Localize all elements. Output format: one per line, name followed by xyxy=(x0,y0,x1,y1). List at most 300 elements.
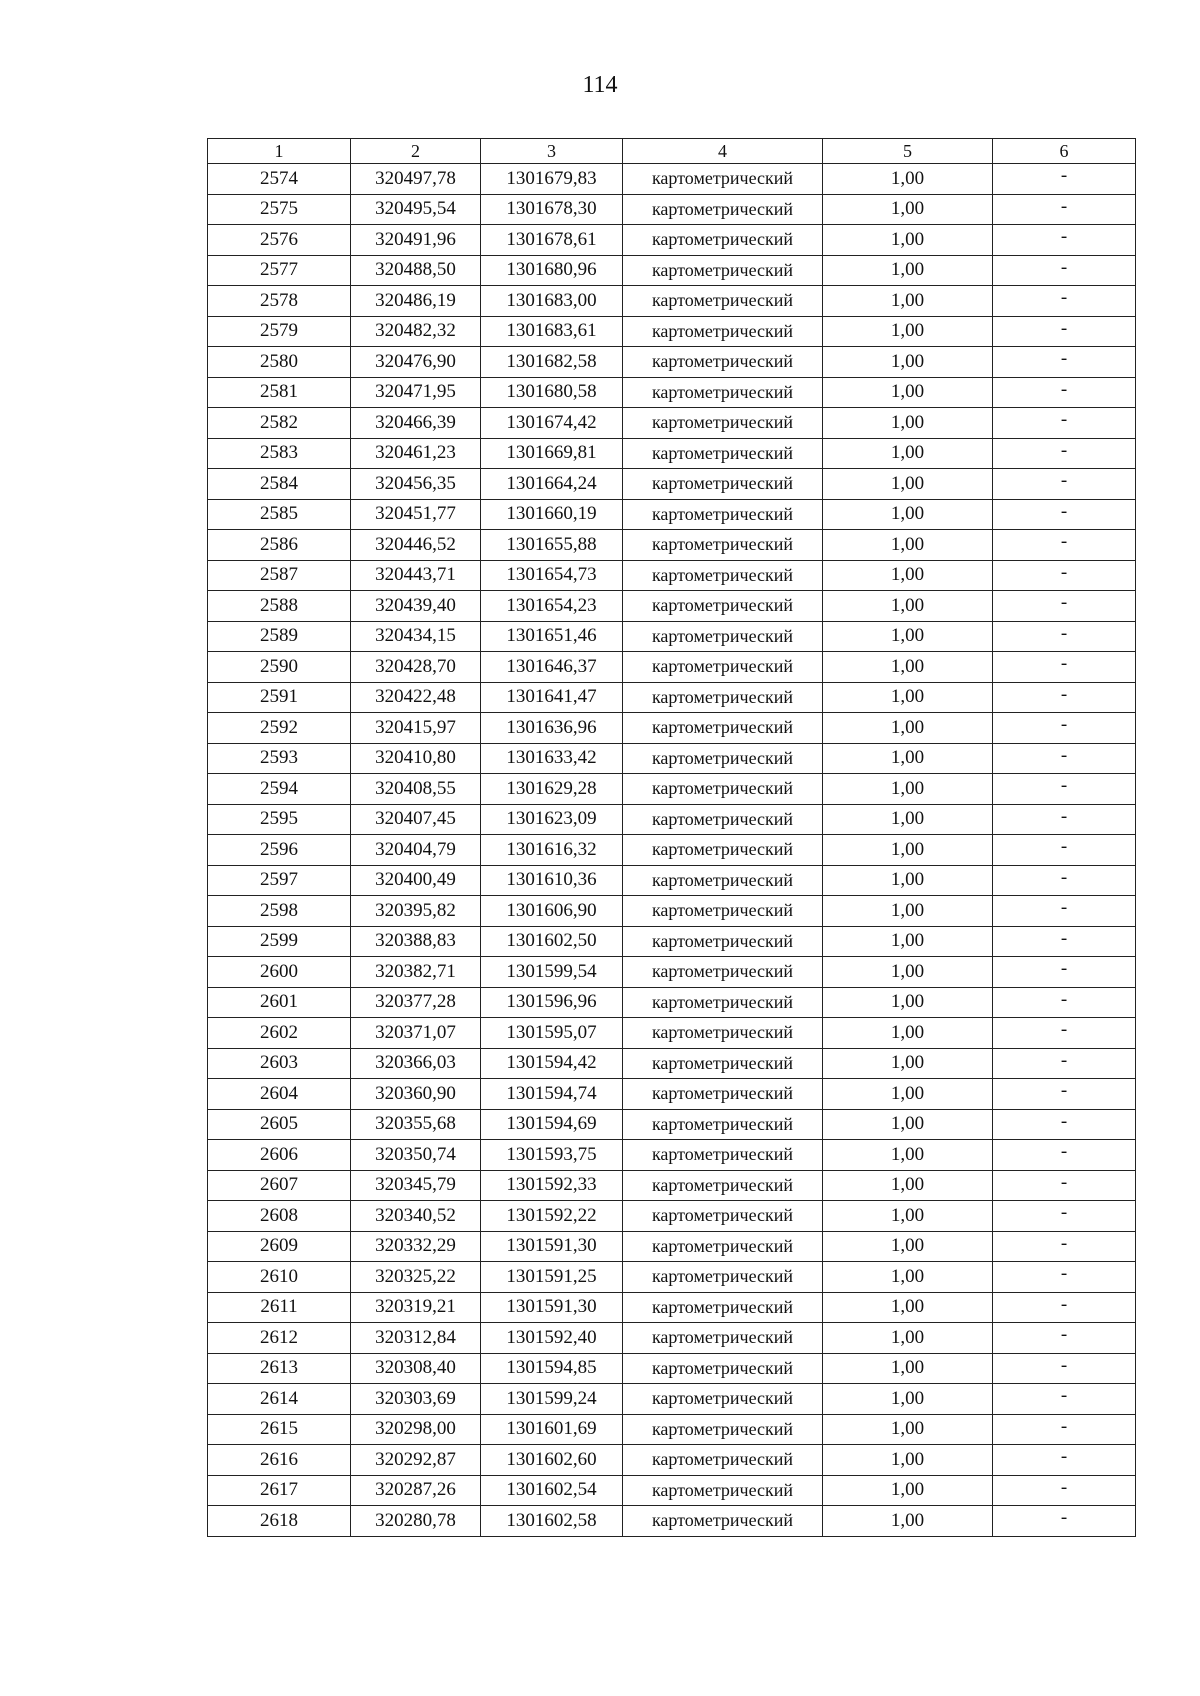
table-row xyxy=(208,1079,1136,1110)
table-row xyxy=(208,255,1136,286)
x-coordinate-cell: 320491,96 xyxy=(351,225,481,256)
error-cell: - xyxy=(993,255,1136,286)
page-number: 114 xyxy=(582,72,618,98)
x-coordinate-cell: 320446,52 xyxy=(351,530,481,561)
error-cell: - xyxy=(993,316,1136,347)
error-cell: - xyxy=(993,682,1136,713)
x-coordinate-cell: 320350,74 xyxy=(351,1140,481,1171)
y-coordinate-cell: 1301599,54 xyxy=(481,957,623,988)
y-coordinate-cell: 1301599,24 xyxy=(481,1384,623,1415)
table-row xyxy=(208,926,1136,957)
error-cell: - xyxy=(993,1414,1136,1445)
method-cell: картометрический xyxy=(623,438,823,469)
table-row xyxy=(208,225,1136,256)
y-coordinate-cell: 1301655,88 xyxy=(481,530,623,561)
precision-cell: 1,00 xyxy=(823,1353,993,1384)
y-coordinate-cell: 1301592,22 xyxy=(481,1201,623,1232)
x-coordinate-cell: 320439,40 xyxy=(351,591,481,622)
point-number-cell: 2603 xyxy=(208,1048,351,1079)
y-coordinate-cell: 1301680,96 xyxy=(481,255,623,286)
header-row xyxy=(208,139,1136,164)
precision-cell: 1,00 xyxy=(823,804,993,835)
point-number-cell: 2599 xyxy=(208,926,351,957)
point-number-cell: 2581 xyxy=(208,377,351,408)
method-cell: картометрический xyxy=(623,1353,823,1384)
error-cell: - xyxy=(993,1506,1136,1537)
point-number-cell: 2610 xyxy=(208,1262,351,1293)
method-cell: картометрический xyxy=(623,1170,823,1201)
point-number-cell: 2576 xyxy=(208,225,351,256)
x-coordinate-cell: 320422,48 xyxy=(351,682,481,713)
precision-cell: 1,00 xyxy=(823,347,993,378)
method-cell: картометрический xyxy=(623,926,823,957)
y-coordinate-cell: 1301602,50 xyxy=(481,926,623,957)
point-number-cell: 2601 xyxy=(208,987,351,1018)
error-cell: - xyxy=(993,347,1136,378)
column-header-2: 2 xyxy=(351,139,481,164)
error-cell: - xyxy=(993,1475,1136,1506)
y-coordinate-cell: 1301678,61 xyxy=(481,225,623,256)
error-cell: - xyxy=(993,1140,1136,1171)
precision-cell: 1,00 xyxy=(823,1262,993,1293)
error-cell: - xyxy=(993,1231,1136,1262)
precision-cell: 1,00 xyxy=(823,194,993,225)
table-row xyxy=(208,713,1136,744)
y-coordinate-cell: 1301654,73 xyxy=(481,560,623,591)
precision-cell: 1,00 xyxy=(823,591,993,622)
table-row xyxy=(208,1323,1136,1354)
precision-cell: 1,00 xyxy=(823,316,993,347)
method-cell: картометрический xyxy=(623,987,823,1018)
error-cell: - xyxy=(993,225,1136,256)
table-row xyxy=(208,865,1136,896)
y-coordinate-cell: 1301601,69 xyxy=(481,1414,623,1445)
precision-cell: 1,00 xyxy=(823,377,993,408)
x-coordinate-cell: 320325,22 xyxy=(351,1262,481,1293)
table-row xyxy=(208,774,1136,805)
method-cell: картометрический xyxy=(623,530,823,561)
y-coordinate-cell: 1301669,81 xyxy=(481,438,623,469)
error-cell: - xyxy=(993,1323,1136,1354)
x-coordinate-cell: 320428,70 xyxy=(351,652,481,683)
x-coordinate-cell: 320298,00 xyxy=(351,1414,481,1445)
x-coordinate-cell: 320292,87 xyxy=(351,1445,481,1476)
method-cell: картометрический xyxy=(623,255,823,286)
point-number-cell: 2577 xyxy=(208,255,351,286)
x-coordinate-cell: 320495,54 xyxy=(351,194,481,225)
x-coordinate-cell: 320476,90 xyxy=(351,347,481,378)
point-number-cell: 2618 xyxy=(208,1506,351,1537)
table-row xyxy=(208,1384,1136,1415)
method-cell: картометрический xyxy=(623,1048,823,1079)
precision-cell: 1,00 xyxy=(823,1170,993,1201)
table-row xyxy=(208,1201,1136,1232)
table-row xyxy=(208,957,1136,988)
precision-cell: 1,00 xyxy=(823,987,993,1018)
x-coordinate-cell: 320280,78 xyxy=(351,1506,481,1537)
table-row xyxy=(208,164,1136,195)
precision-cell: 1,00 xyxy=(823,1140,993,1171)
y-coordinate-cell: 1301674,42 xyxy=(481,408,623,439)
method-cell: картометрический xyxy=(623,804,823,835)
x-coordinate-cell: 320461,23 xyxy=(351,438,481,469)
point-number-cell: 2580 xyxy=(208,347,351,378)
point-number-cell: 2574 xyxy=(208,164,351,195)
x-coordinate-cell: 320377,28 xyxy=(351,987,481,1018)
table-row xyxy=(208,682,1136,713)
precision-cell: 1,00 xyxy=(823,1201,993,1232)
table-row xyxy=(208,1109,1136,1140)
y-coordinate-cell: 1301629,28 xyxy=(481,774,623,805)
error-cell: - xyxy=(993,591,1136,622)
point-number-cell: 2585 xyxy=(208,499,351,530)
error-cell: - xyxy=(993,499,1136,530)
point-number-cell: 2575 xyxy=(208,194,351,225)
point-number-cell: 2615 xyxy=(208,1414,351,1445)
point-number-cell: 2617 xyxy=(208,1475,351,1506)
error-cell: - xyxy=(993,987,1136,1018)
method-cell: картометрический xyxy=(623,1201,823,1232)
method-cell: картометрический xyxy=(623,1140,823,1171)
precision-cell: 1,00 xyxy=(823,1079,993,1110)
error-cell: - xyxy=(993,621,1136,652)
y-coordinate-cell: 1301678,30 xyxy=(481,194,623,225)
point-number-cell: 2592 xyxy=(208,713,351,744)
precision-cell: 1,00 xyxy=(823,164,993,195)
y-coordinate-cell: 1301651,46 xyxy=(481,621,623,652)
y-coordinate-cell: 1301660,19 xyxy=(481,499,623,530)
y-coordinate-cell: 1301595,07 xyxy=(481,1018,623,1049)
precision-cell: 1,00 xyxy=(823,1323,993,1354)
method-cell: картометрический xyxy=(623,377,823,408)
y-coordinate-cell: 1301592,33 xyxy=(481,1170,623,1201)
y-coordinate-cell: 1301616,32 xyxy=(481,835,623,866)
precision-cell: 1,00 xyxy=(823,1414,993,1445)
table-row xyxy=(208,1018,1136,1049)
precision-cell: 1,00 xyxy=(823,743,993,774)
table-row xyxy=(208,1445,1136,1476)
method-cell: картометрический xyxy=(623,408,823,439)
precision-cell: 1,00 xyxy=(823,1384,993,1415)
y-coordinate-cell: 1301664,24 xyxy=(481,469,623,500)
table-row xyxy=(208,438,1136,469)
x-coordinate-cell: 320482,32 xyxy=(351,316,481,347)
table-row xyxy=(208,835,1136,866)
error-cell: - xyxy=(993,1018,1136,1049)
x-coordinate-cell: 320471,95 xyxy=(351,377,481,408)
table-row xyxy=(208,621,1136,652)
x-coordinate-cell: 320410,80 xyxy=(351,743,481,774)
point-number-cell: 2612 xyxy=(208,1323,351,1354)
y-coordinate-cell: 1301641,47 xyxy=(481,682,623,713)
method-cell: картометрический xyxy=(623,1475,823,1506)
column-header-4: 4 xyxy=(623,139,823,164)
point-number-cell: 2582 xyxy=(208,408,351,439)
point-number-cell: 2611 xyxy=(208,1292,351,1323)
point-number-cell: 2588 xyxy=(208,591,351,622)
x-coordinate-cell: 320388,83 xyxy=(351,926,481,957)
x-coordinate-cell: 320456,35 xyxy=(351,469,481,500)
x-coordinate-cell: 320407,45 xyxy=(351,804,481,835)
table-row xyxy=(208,194,1136,225)
y-coordinate-cell: 1301594,74 xyxy=(481,1079,623,1110)
y-coordinate-cell: 1301610,36 xyxy=(481,865,623,896)
x-coordinate-cell: 320287,26 xyxy=(351,1475,481,1506)
x-coordinate-cell: 320451,77 xyxy=(351,499,481,530)
y-coordinate-cell: 1301591,30 xyxy=(481,1292,623,1323)
error-cell: - xyxy=(993,469,1136,500)
method-cell: картометрический xyxy=(623,1414,823,1445)
method-cell: картометрический xyxy=(623,469,823,500)
error-cell: - xyxy=(993,438,1136,469)
y-coordinate-cell: 1301592,40 xyxy=(481,1323,623,1354)
y-coordinate-cell: 1301633,42 xyxy=(481,743,623,774)
y-coordinate-cell: 1301594,42 xyxy=(481,1048,623,1079)
method-cell: картометрический xyxy=(623,1506,823,1537)
x-coordinate-cell: 320345,79 xyxy=(351,1170,481,1201)
table-row xyxy=(208,1506,1136,1537)
table-row xyxy=(208,560,1136,591)
y-coordinate-cell: 1301591,30 xyxy=(481,1231,623,1262)
precision-cell: 1,00 xyxy=(823,682,993,713)
point-number-cell: 2600 xyxy=(208,957,351,988)
x-coordinate-cell: 320312,84 xyxy=(351,1323,481,1354)
x-coordinate-cell: 320382,71 xyxy=(351,957,481,988)
error-cell: - xyxy=(993,1109,1136,1140)
column-header-5: 5 xyxy=(823,139,993,164)
table-row xyxy=(208,1292,1136,1323)
x-coordinate-cell: 320488,50 xyxy=(351,255,481,286)
x-coordinate-cell: 320434,15 xyxy=(351,621,481,652)
point-number-cell: 2607 xyxy=(208,1170,351,1201)
method-cell: картометрический xyxy=(623,1445,823,1476)
method-cell: картометрический xyxy=(623,499,823,530)
error-cell: - xyxy=(993,1445,1136,1476)
error-cell: - xyxy=(993,560,1136,591)
point-number-cell: 2578 xyxy=(208,286,351,317)
table-row xyxy=(208,1231,1136,1262)
table-row xyxy=(208,286,1136,317)
y-coordinate-cell: 1301591,25 xyxy=(481,1262,623,1293)
precision-cell: 1,00 xyxy=(823,652,993,683)
method-cell: картометрический xyxy=(623,1384,823,1415)
precision-cell: 1,00 xyxy=(823,438,993,469)
error-cell: - xyxy=(993,1353,1136,1384)
precision-cell: 1,00 xyxy=(823,286,993,317)
method-cell: картометрический xyxy=(623,896,823,927)
table-row xyxy=(208,316,1136,347)
error-cell: - xyxy=(993,530,1136,561)
table-row xyxy=(208,499,1136,530)
error-cell: - xyxy=(993,896,1136,927)
point-number-cell: 2584 xyxy=(208,469,351,500)
precision-cell: 1,00 xyxy=(823,1231,993,1262)
method-cell: картометрический xyxy=(623,682,823,713)
y-coordinate-cell: 1301646,37 xyxy=(481,652,623,683)
x-coordinate-cell: 320366,03 xyxy=(351,1048,481,1079)
precision-cell: 1,00 xyxy=(823,774,993,805)
point-number-cell: 2606 xyxy=(208,1140,351,1171)
precision-cell: 1,00 xyxy=(823,713,993,744)
y-coordinate-cell: 1301596,96 xyxy=(481,987,623,1018)
precision-cell: 1,00 xyxy=(823,499,993,530)
method-cell: картометрический xyxy=(623,743,823,774)
point-number-cell: 2591 xyxy=(208,682,351,713)
precision-cell: 1,00 xyxy=(823,896,993,927)
point-number-cell: 2596 xyxy=(208,835,351,866)
point-number-cell: 2586 xyxy=(208,530,351,561)
method-cell: картометрический xyxy=(623,835,823,866)
x-coordinate-cell: 320308,40 xyxy=(351,1353,481,1384)
precision-cell: 1,00 xyxy=(823,255,993,286)
method-cell: картометрический xyxy=(623,957,823,988)
method-cell: картометрический xyxy=(623,1018,823,1049)
x-coordinate-cell: 320332,29 xyxy=(351,1231,481,1262)
y-coordinate-cell: 1301683,00 xyxy=(481,286,623,317)
y-coordinate-cell: 1301623,09 xyxy=(481,804,623,835)
y-coordinate-cell: 1301654,23 xyxy=(481,591,623,622)
precision-cell: 1,00 xyxy=(823,835,993,866)
table-row xyxy=(208,1475,1136,1506)
table-row xyxy=(208,1048,1136,1079)
point-number-cell: 2608 xyxy=(208,1201,351,1232)
error-cell: - xyxy=(993,743,1136,774)
table-row xyxy=(208,1140,1136,1171)
table-row xyxy=(208,896,1136,927)
method-cell: картометрический xyxy=(623,225,823,256)
precision-cell: 1,00 xyxy=(823,1018,993,1049)
error-cell: - xyxy=(993,1384,1136,1415)
y-coordinate-cell: 1301683,61 xyxy=(481,316,623,347)
error-cell: - xyxy=(993,865,1136,896)
x-coordinate-cell: 320340,52 xyxy=(351,1201,481,1232)
error-cell: - xyxy=(993,1262,1136,1293)
method-cell: картометрический xyxy=(623,713,823,744)
error-cell: - xyxy=(993,774,1136,805)
point-number-cell: 2605 xyxy=(208,1109,351,1140)
point-number-cell: 2602 xyxy=(208,1018,351,1049)
x-coordinate-cell: 320319,21 xyxy=(351,1292,481,1323)
x-coordinate-cell: 320443,71 xyxy=(351,560,481,591)
precision-cell: 1,00 xyxy=(823,1109,993,1140)
error-cell: - xyxy=(993,1170,1136,1201)
error-cell: - xyxy=(993,804,1136,835)
precision-cell: 1,00 xyxy=(823,957,993,988)
x-coordinate-cell: 320466,39 xyxy=(351,408,481,439)
error-cell: - xyxy=(993,1201,1136,1232)
error-cell: - xyxy=(993,286,1136,317)
point-number-cell: 2587 xyxy=(208,560,351,591)
x-coordinate-cell: 320303,69 xyxy=(351,1384,481,1415)
x-coordinate-cell: 320415,97 xyxy=(351,713,481,744)
point-number-cell: 2616 xyxy=(208,1445,351,1476)
method-cell: картометрический xyxy=(623,164,823,195)
table-row xyxy=(208,530,1136,561)
x-coordinate-cell: 320371,07 xyxy=(351,1018,481,1049)
table-row xyxy=(208,1262,1136,1293)
table-row xyxy=(208,408,1136,439)
y-coordinate-cell: 1301602,54 xyxy=(481,1475,623,1506)
x-coordinate-cell: 320355,68 xyxy=(351,1109,481,1140)
precision-cell: 1,00 xyxy=(823,865,993,896)
table-row xyxy=(208,743,1136,774)
table-row xyxy=(208,347,1136,378)
coordinates-table xyxy=(207,138,1136,1537)
x-coordinate-cell: 320404,79 xyxy=(351,835,481,866)
method-cell: картометрический xyxy=(623,1292,823,1323)
y-coordinate-cell: 1301636,96 xyxy=(481,713,623,744)
point-number-cell: 2590 xyxy=(208,652,351,683)
error-cell: - xyxy=(993,1292,1136,1323)
column-header-3: 3 xyxy=(481,139,623,164)
error-cell: - xyxy=(993,1079,1136,1110)
y-coordinate-cell: 1301593,75 xyxy=(481,1140,623,1171)
method-cell: картометрический xyxy=(623,347,823,378)
table-row xyxy=(208,1170,1136,1201)
error-cell: - xyxy=(993,408,1136,439)
error-cell: - xyxy=(993,713,1136,744)
point-number-cell: 2597 xyxy=(208,865,351,896)
point-number-cell: 2604 xyxy=(208,1079,351,1110)
x-coordinate-cell: 320395,82 xyxy=(351,896,481,927)
precision-cell: 1,00 xyxy=(823,621,993,652)
method-cell: картометрический xyxy=(623,1109,823,1140)
method-cell: картометрический xyxy=(623,1262,823,1293)
error-cell: - xyxy=(993,1048,1136,1079)
precision-cell: 1,00 xyxy=(823,1475,993,1506)
method-cell: картометрический xyxy=(623,1079,823,1110)
error-cell: - xyxy=(993,835,1136,866)
precision-cell: 1,00 xyxy=(823,926,993,957)
precision-cell: 1,00 xyxy=(823,469,993,500)
point-number-cell: 2583 xyxy=(208,438,351,469)
precision-cell: 1,00 xyxy=(823,225,993,256)
point-number-cell: 2609 xyxy=(208,1231,351,1262)
x-coordinate-cell: 320497,78 xyxy=(351,164,481,195)
x-coordinate-cell: 320408,55 xyxy=(351,774,481,805)
method-cell: картометрический xyxy=(623,316,823,347)
method-cell: картометрический xyxy=(623,1231,823,1262)
precision-cell: 1,00 xyxy=(823,530,993,561)
error-cell: - xyxy=(993,957,1136,988)
table-row xyxy=(208,987,1136,1018)
table-row xyxy=(208,591,1136,622)
table-row xyxy=(208,1414,1136,1445)
precision-cell: 1,00 xyxy=(823,1506,993,1537)
column-header-6: 6 xyxy=(993,139,1136,164)
error-cell: - xyxy=(993,194,1136,225)
point-number-cell: 2594 xyxy=(208,774,351,805)
method-cell: картометрический xyxy=(623,194,823,225)
y-coordinate-cell: 1301602,60 xyxy=(481,1445,623,1476)
method-cell: картометрический xyxy=(623,621,823,652)
y-coordinate-cell: 1301680,58 xyxy=(481,377,623,408)
point-number-cell: 2598 xyxy=(208,896,351,927)
table-row xyxy=(208,652,1136,683)
method-cell: картометрический xyxy=(623,286,823,317)
error-cell: - xyxy=(993,377,1136,408)
error-cell: - xyxy=(993,164,1136,195)
table-row xyxy=(208,469,1136,500)
x-coordinate-cell: 320360,90 xyxy=(351,1079,481,1110)
y-coordinate-cell: 1301594,85 xyxy=(481,1353,623,1384)
point-number-cell: 2589 xyxy=(208,621,351,652)
method-cell: картометрический xyxy=(623,1323,823,1354)
precision-cell: 1,00 xyxy=(823,1292,993,1323)
table-row xyxy=(208,377,1136,408)
point-number-cell: 2593 xyxy=(208,743,351,774)
method-cell: картометрический xyxy=(623,591,823,622)
